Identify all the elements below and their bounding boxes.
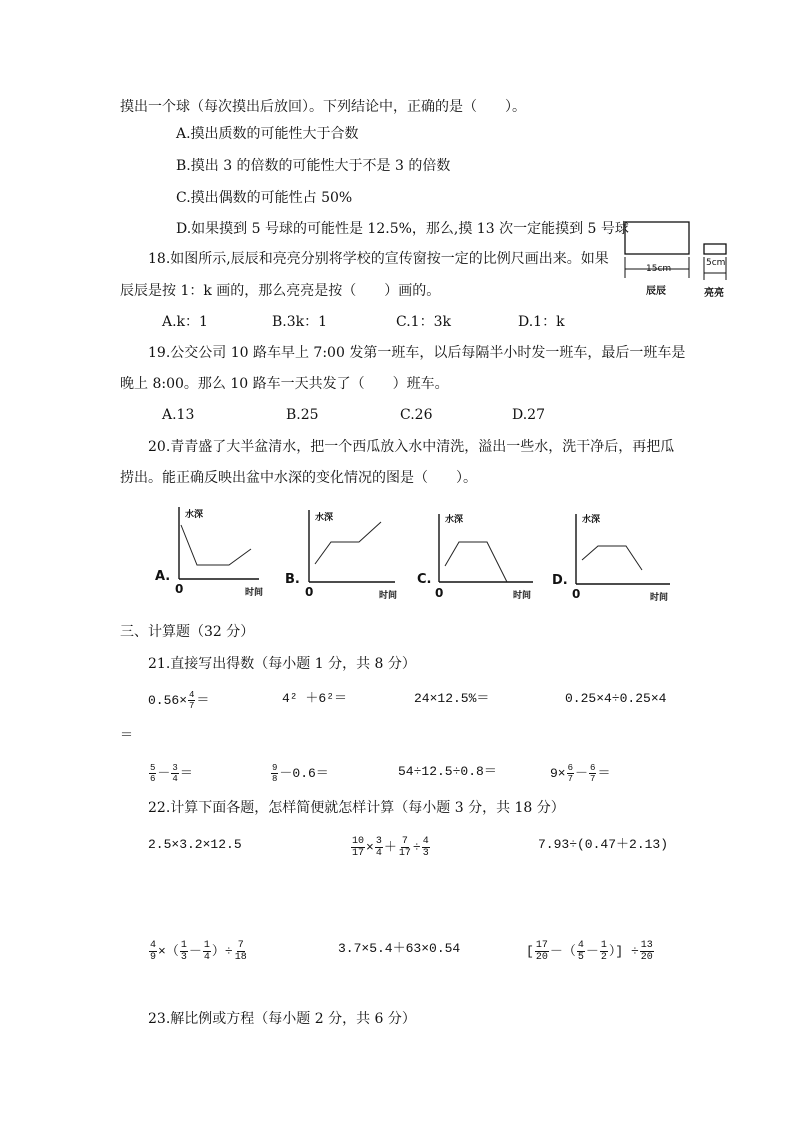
operator: ×（ — [158, 943, 179, 959]
operator: ÷ — [412, 839, 421, 855]
liangliang-name: 亮亮 — [704, 288, 724, 299]
q22-p4-frac-1 — [149, 940, 157, 963]
q19-option-d: D.27 — [512, 407, 545, 423]
denominator: 4 — [203, 952, 210, 963]
q21-e1-fraction — [188, 690, 195, 711]
operator: － — [585, 943, 599, 959]
graph-b — [285, 508, 400, 603]
section-3-title: 三、计算题（32 分） — [120, 624, 255, 640]
graph-c-xlabel: 时间 — [513, 591, 532, 601]
operator: －（ — [549, 943, 576, 959]
bracket: [ — [526, 943, 534, 959]
denominator: 7 — [189, 701, 195, 711]
graph-c-origin: 0 — [435, 586, 444, 600]
numerator: 4 — [150, 940, 157, 951]
denominator: 2 — [600, 952, 607, 963]
graph-d-origin: 0 — [572, 587, 581, 601]
numerator: 5 — [150, 763, 156, 773]
q22-p6-frac-1 — [535, 940, 549, 963]
denominator: 3 — [180, 952, 187, 963]
denominator: 20 — [640, 952, 653, 963]
numerator: 7 — [237, 940, 244, 951]
numerator: 1 — [180, 940, 187, 951]
numerator: 6 — [590, 763, 596, 773]
graph-a-ylabel: 水深 — [185, 510, 204, 520]
denominator: 4 — [172, 774, 178, 784]
q19-option-c: C.26 — [400, 407, 433, 423]
graph-b-xlabel: 时间 — [379, 591, 398, 601]
numerator: 4 — [577, 940, 584, 951]
denominator: 9 — [150, 952, 157, 963]
graph-a-xlabel: 时间 — [245, 588, 264, 598]
q19-option-b: B.25 — [286, 407, 319, 423]
denominator: 6 — [150, 774, 156, 784]
q18-option-d: D.1：k — [518, 314, 565, 330]
graph-a-origin: 0 — [175, 582, 184, 596]
q22-p2-frac-4 — [422, 836, 430, 859]
q18-option-b: B.3k：1 — [272, 314, 328, 330]
q21-e5-frac-2 — [171, 763, 178, 784]
numerator: 10 — [352, 836, 365, 847]
q22-problem-6 — [526, 940, 655, 963]
q18-option-a: A.k：1 — [162, 314, 208, 330]
q21-expr-7: 54÷12.5÷0.8＝ — [398, 764, 497, 779]
graph-d-curve — [582, 546, 642, 570]
numerator: 3 — [172, 763, 178, 773]
graph-b-curve — [315, 522, 381, 564]
numerator: 7 — [401, 836, 408, 847]
q22-p4-frac-4 — [234, 940, 248, 963]
q21-expr-4: 0.25×4÷0.25×4 — [565, 691, 667, 706]
q22-p2-frac-3 — [398, 836, 412, 859]
numerator: 1 — [203, 940, 210, 951]
q17-option-a: A.摸出质数的可能性大于合数 — [176, 126, 359, 142]
q21-expr-4-equals: ＝ — [120, 728, 134, 743]
q21-expr-2: 4² ＋6²＝ — [282, 691, 348, 706]
denominator: 3 — [422, 848, 429, 859]
q17-option-c: C.摸出偶数的可能性占 50% — [176, 190, 353, 206]
q22-p6-frac-2 — [577, 940, 585, 963]
q21-e5-frac-1 — [149, 763, 156, 784]
q21-e8-lead: 9× — [550, 765, 566, 781]
graph-a — [155, 505, 265, 600]
q22-p2-frac-1 — [351, 836, 365, 859]
q18-line2: 辰辰是按 1：k 画的，那么亮亮是按（ ）画的。 — [120, 283, 441, 299]
q21-expr-8 — [550, 763, 610, 784]
graph-b-origin: 0 — [305, 585, 314, 599]
chenchen-dim-label: 15cm — [646, 264, 672, 274]
q21-e6-tail: －0.6＝ — [279, 765, 329, 781]
q22-p6-frac-3 — [600, 940, 608, 963]
q17-stem-tail: 摸出一个球（每次摸出后放回）。下列结论中，正确的是（ ）。 — [120, 99, 526, 115]
q21-e8-frac-1 — [567, 763, 574, 784]
q18-option-c: C.1：3k — [396, 314, 451, 330]
q22-p4-frac-2 — [180, 940, 188, 963]
q21-e6-frac — [271, 763, 278, 784]
q22-problem-2 — [350, 836, 431, 859]
numerator: 9 — [272, 763, 278, 773]
graph-a-label: A. — [155, 569, 171, 584]
q22-p6-frac-4 — [640, 940, 654, 963]
q21-e5-tail: ＝ — [179, 765, 193, 781]
numerator: 3 — [375, 836, 382, 847]
numerator: 6 — [567, 763, 574, 773]
q21-e1-text: 0.56× — [148, 692, 188, 708]
operator: ＋ — [383, 839, 397, 855]
liangliang-rectangle — [704, 244, 726, 254]
q18-figure — [620, 218, 740, 298]
q22-problem-5: 3.7×5.4＋63×0.54 — [338, 941, 461, 956]
operator: － — [157, 765, 171, 781]
denominator: 20 — [535, 952, 548, 963]
q17-option-d: D.如果摸到 5 号球的可能性是 12.5%，那么,摸 13 次一定能摸到 5 号球 — [176, 221, 629, 237]
denominator: 8 — [272, 774, 278, 784]
q19-line1: 19.公交公司 10 路车早上 7:00 发第一班车，以后每隔半小时发一班车，最后一班车是 — [148, 345, 686, 361]
q21-e8-frac-2 — [589, 763, 596, 784]
graph-b-ylabel: 水深 — [315, 513, 334, 523]
graph-c-label: C. — [417, 572, 432, 587]
graph-a-curve — [181, 525, 251, 565]
q17-option-b: B.摸出 3 的倍数的可能性大于不是 3 的倍数 — [176, 158, 451, 174]
graph-d-xlabel: 时间 — [650, 593, 669, 603]
graph-b-label: B. — [285, 572, 300, 587]
q21-e8-tail: ＝ — [597, 765, 611, 781]
operator: × — [366, 839, 374, 855]
operator: ）] ÷ — [608, 943, 639, 959]
numerator: 4 — [189, 690, 195, 700]
denominator: 18 — [234, 952, 247, 963]
denominator: 7 — [567, 774, 574, 784]
q22-problem-1: 2.5×3.2×12.5 — [148, 837, 242, 852]
graph-c-curve — [445, 542, 507, 582]
graph-c — [415, 510, 540, 605]
numerator: 17 — [535, 940, 548, 951]
denominator: 5 — [577, 952, 584, 963]
q20-line2: 捞出。能正确反映出盆中水深的变化情况的图是（ ）。 — [120, 470, 477, 486]
q22-p4-frac-3 — [203, 940, 211, 963]
denominator: 17 — [398, 848, 411, 859]
liangliang-dim-label: 5cm — [706, 258, 726, 268]
q22-title: 22.计算下面各题，怎样简便就怎样计算（每小题 3 分，共 18 分） — [148, 800, 565, 816]
q19-line2: 晚上 8:00。那么 10 路车一天共发了（ ）班车。 — [120, 376, 449, 392]
q21-e1-tail: ＝ — [196, 692, 210, 708]
q21-expr-1 — [148, 690, 209, 711]
chenchen-name: 辰辰 — [646, 286, 666, 297]
graph-c-ylabel: 水深 — [445, 515, 464, 525]
q22-p2-frac-2 — [375, 836, 383, 859]
q19-option-a: A.13 — [162, 407, 195, 423]
q18-line1: 18.如图所示,辰辰和亮亮分别将学校的宣传窗按一定的比例尺画出来。如果 — [148, 251, 609, 267]
q20-line1: 20.青青盛了大半盆清水，把一个西瓜放入水中清洗，溢出一些水，洗干净后，再把瓜 — [148, 439, 675, 455]
operator: ）÷ — [211, 943, 233, 959]
denominator: 7 — [590, 774, 596, 784]
q21-expr-3: 24×12.5%＝ — [414, 691, 490, 706]
graph-d — [552, 510, 677, 605]
q22-problem-4 — [148, 940, 249, 963]
q21-expr-6 — [270, 763, 329, 784]
numerator: 13 — [640, 940, 653, 951]
q21-expr-5 — [148, 763, 193, 784]
q23-title: 23.解比例或方程（每小题 2 分，共 6 分） — [148, 1011, 416, 1027]
q21-title: 21.直接写出得数（每小题 1 分，共 8 分） — [148, 656, 416, 672]
operator: － — [575, 765, 589, 781]
denominator: 4 — [375, 848, 382, 859]
graph-d-label: D. — [552, 573, 568, 588]
operator: － — [188, 943, 202, 959]
numerator: 4 — [422, 836, 429, 847]
denominator: 17 — [352, 848, 365, 859]
q22-problem-3: 7.93÷(0.47＋2.13) — [538, 837, 669, 852]
graph-d-ylabel: 水深 — [582, 515, 601, 525]
numerator: 1 — [600, 940, 607, 951]
chenchen-rectangle — [625, 222, 689, 254]
